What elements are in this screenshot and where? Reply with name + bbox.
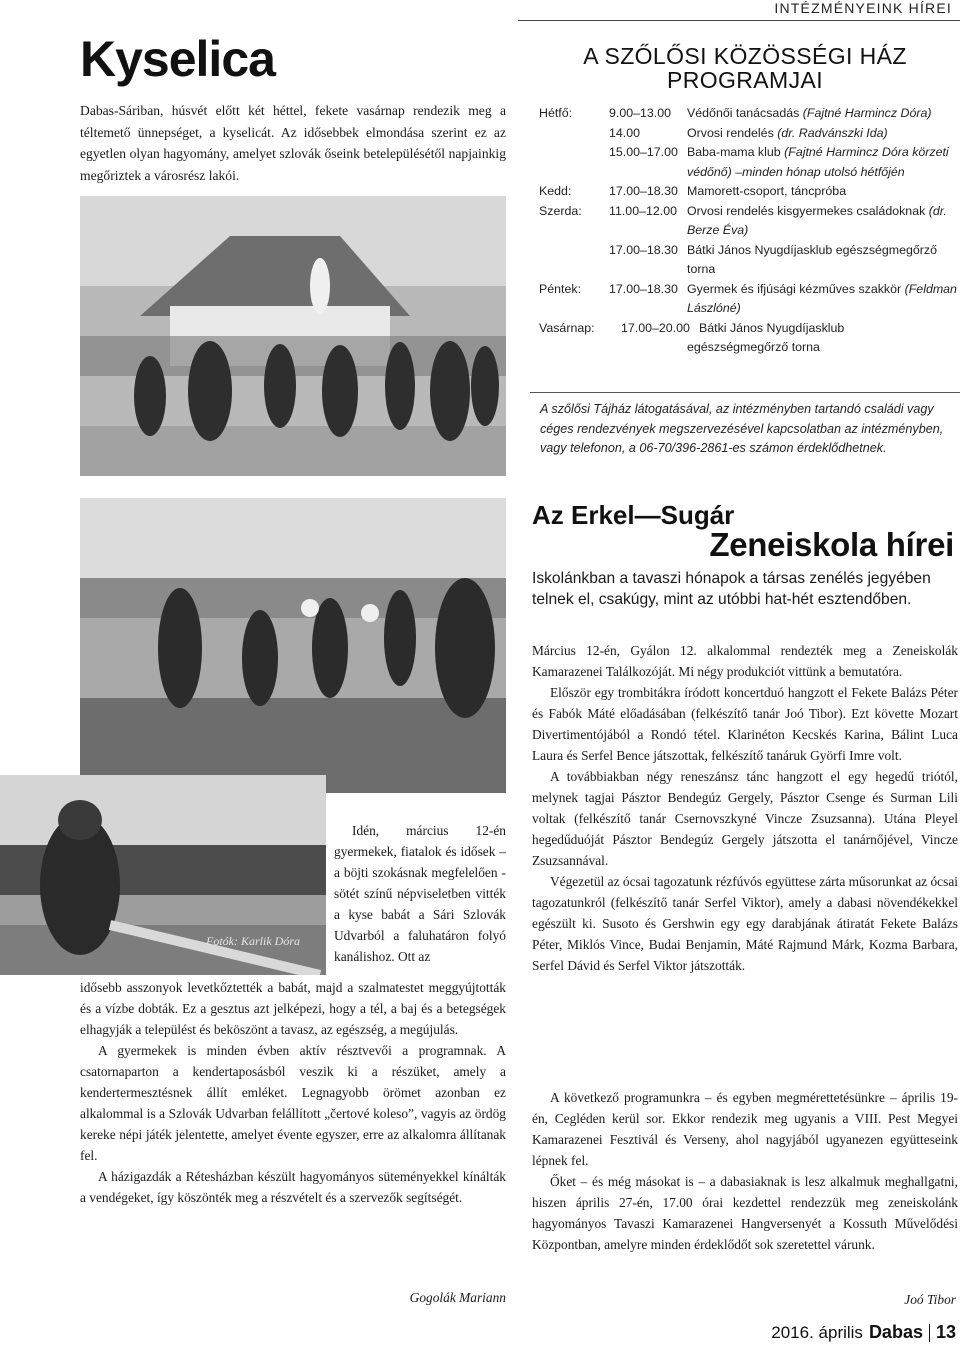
paragraph: Először egy trombitákra íródott koncertduó hangzott el Fekete Balázs Péter és Fabók Máté előadásában (felkészítő tanár Joó Tibor). Ezt követte Mozart Divertimentójából a Rondó tétel. Klarinéton Kecskés Karina, Bálint Luca Laura és Serfel Bence játszottak, felkészítő tanáruk Györfi Imre volt. — [532, 685, 958, 763]
program-time: 17.00–20.00 — [621, 320, 690, 335]
program-day: Vasárnap: — [539, 320, 595, 335]
program-row — [539, 124, 959, 144]
photo-treading — [80, 498, 506, 793]
paragraph: Március 12-én, Gyálon 12. alkalommal rendezték meg a Zeneiskolák Kamarazenei Találkozóját. Mi négy produkciót vittünk a bemutatóra. — [532, 643, 958, 679]
erkel-author: Joó Tibor — [904, 1292, 956, 1307]
program-time: 11.00–12.00 — [609, 203, 677, 218]
paragraph: Őket – és még másokat is – a dabasiaknak is lesz alkalmuk meghallgatni, hiszen április 27-én, 17.00 órai kezdettel rendezzük meg zeneiskolánk hagyományos Tavaszi Kamarazenei Hangversenyét a Kossuth Művelődési Központban, amelyre minden érdeklődőt sok szeretettel várunk. — [532, 1174, 958, 1252]
program-divider — [530, 392, 960, 393]
paragraph: A következő programunkra – és egyben megmérettetésünkre – április 19-én, Cegléden kerül sor. Ekkor rendezik meg ugyanis a VIII. Pest Megyei Kamarazenei Fesztivál és Verseny, ahol nagyjából ugyanezen együtteseink lépnek fel. — [532, 1090, 958, 1168]
program-desc: Bátki János Nyugdíjasklub — [699, 320, 845, 335]
program-row — [539, 143, 959, 182]
article-body — [80, 977, 506, 1208]
page-number: 13 — [935, 1322, 956, 1342]
program-day: Kedd: — [539, 184, 572, 198]
footer-magazine: Dabas — [868, 1322, 923, 1342]
erkel-title-line2: Zeneiskola hírei — [709, 526, 954, 563]
erkel-title-line1: Az Erkel—Sugár — [532, 500, 735, 530]
program-time: 17.00–18.30 — [609, 184, 678, 198]
program-row-sunday — [539, 319, 959, 339]
program-desc: Gyermek és ifjúsági kézműves szakkör (Feldman Lászlóné) — [687, 281, 957, 315]
photo-procession — [80, 196, 506, 476]
footer-separator — [929, 1324, 930, 1342]
program-day — [539, 143, 609, 182]
photo-credit: Fotók: Karlik Dóra — [206, 934, 300, 948]
erkel-body — [532, 640, 958, 976]
program-desc-cont: egészségmegőrző torna — [687, 340, 820, 354]
program-row — [539, 202, 959, 241]
program-time: 17.00–18.30 — [609, 281, 678, 296]
program-list — [539, 104, 959, 358]
section-label: INTÉZMÉNYEINK HÍREI — [774, 0, 952, 16]
paragraph: A továbbiakban négy reneszánsz tánc hangzott el egy hegedű triótól, melynek tagjai Pásztor Bendegúz Gergely, Pásztor Csenge és Surman Lili voltak (felkészítő tanár Csernovszkyné Vincze Zsuzsanna). Utána Pleyel hegedűduóját Pásztor Bendegúz Gergely játszotta el tanárnőjével, Vincze Zsuzsannával. — [532, 769, 958, 868]
program-time: 15.00–17.00 — [609, 145, 678, 159]
program-time: 14.00 — [609, 125, 641, 140]
paragraph: Végezetül az ócsai tagozatunk rézfúvós együttese zárta műsorunkat az ócsai tagozatunkról (felkészítő tanár Serfel Viktor), amely a dabasi növendékekkel egészült ki. Susoto és Gershwin egy egy darabjának átiratát Fekete Balázs Péter, Miklós Vince, Budai Benjamin, Máté Rajmund Márk, Kozma Barbara, Serfel Dávid és Serfel Viktor játszották. — [532, 874, 958, 973]
article-intro: Dabas-Sáriban, húsvét előtt két héttel, fekete vasárnap rendezik meg a téltemető ünnepséget, a kyselicát. Az idősebbek elmondása szerint ez az egyetlen olyan hagyomány, amelyet szlovák őseink betelepülésétől napjainkig megőriztek a városrész lakói. — [80, 103, 506, 183]
paragraph: Idén, március 12-én gyermekek, fiatalok és idősek – a böjti szokásnak megfelelően - sötét színű népviseletben vitték a kyse babát a Sári Szlovák Udvarból a faluhatáron folyó kanálishoz. Ott az — [334, 823, 506, 964]
program-day: Hétfő: — [539, 106, 573, 120]
program-title: A SZŐLŐSI KÖZÖSSÉGI HÁZ PROGRAMJAI — [583, 43, 907, 93]
program-row — [539, 280, 959, 319]
article-title: Kyselica — [80, 31, 275, 87]
paragraph: A házigazdák a Rétesházban készült hagyományos süteményekkel kínálták a vendégeket, így köszönték meg a részvételt és a szervezők segítségét. — [80, 1169, 506, 1205]
erkel-lead: Iskolánkban a tavaszi hónapok a társas zenélés jegyében telnek el, csakúgy, mint az utóbbi hat-hét esztendőben. — [532, 570, 931, 608]
paragraph: idősebb asszonyok levetkőztették a babát, majd a szalmatestet meggyújtották és a vízbe dobták. Ez a gesztus azt jelképezi, hogy a tél, a baj és a betegségek elhagyják a települést és beköszönt a tavasz, az egészség, a megújulás. — [80, 980, 506, 1037]
program-desc: Orvosi rendelés (dr. Radvánszki Ida) — [687, 125, 888, 140]
erkel-body-continued — [532, 1087, 958, 1255]
program-desc: Mamorett-csoport, táncpróba — [687, 184, 847, 198]
program-row — [539, 182, 959, 202]
program-day — [539, 241, 609, 280]
program-row — [539, 104, 959, 124]
page-footer — [771, 1322, 956, 1343]
program-time: 17.00–18.30 — [609, 242, 678, 257]
footer-date: 2016. április — [771, 1322, 863, 1342]
program-day: Péntek: — [539, 281, 582, 296]
program-desc: Baba-mama klub (Fajtné Harmincz Dóra körzeti védőnő) –minden hónap utolsó hétfőjén — [687, 145, 949, 179]
program-day: Szerda: — [539, 203, 582, 218]
program-note: A szőlősi Tájház látogatásával, az intézményben tartandó családi vagy céges rendezvények megszervezésével kapcsolatban az intézményben, vagy telefonon, a 06-70/396-2861-es számon érdeklődhetnek. — [540, 402, 944, 455]
article-wrap-text — [334, 820, 506, 967]
header-rule — [518, 20, 960, 21]
program-time: 9.00–13.00 — [609, 106, 672, 120]
program-desc: Bátki János Nyugdíjasklub egészségmegőrző torna — [687, 242, 938, 276]
program-desc: Orvosi rendelés kisgyermekes családoknak (dr. Berze Éva) — [687, 203, 947, 237]
program-row — [539, 241, 959, 280]
article-author: Gogolák Mariann — [409, 1290, 506, 1305]
program-desc: Védőnői tanácsadás (Fajtné Harmincz Dóra) — [687, 106, 932, 120]
program-day — [539, 124, 609, 144]
paragraph: A gyermekek is minden évben aktív résztvevői a programnak. A csatornaparton a kendertaposásból veszik ki a részüket, amely a kendertermesztésnek állít emléket. Legnagyobb örömet azonban ez alkalommal is a Szlovák Udvarban felállított „čertové koleso”, vagyis az ördög kereke népi játék jelentette, amelyet évente egyszer, erre az alkalomra állítanak fel. — [80, 1043, 506, 1163]
